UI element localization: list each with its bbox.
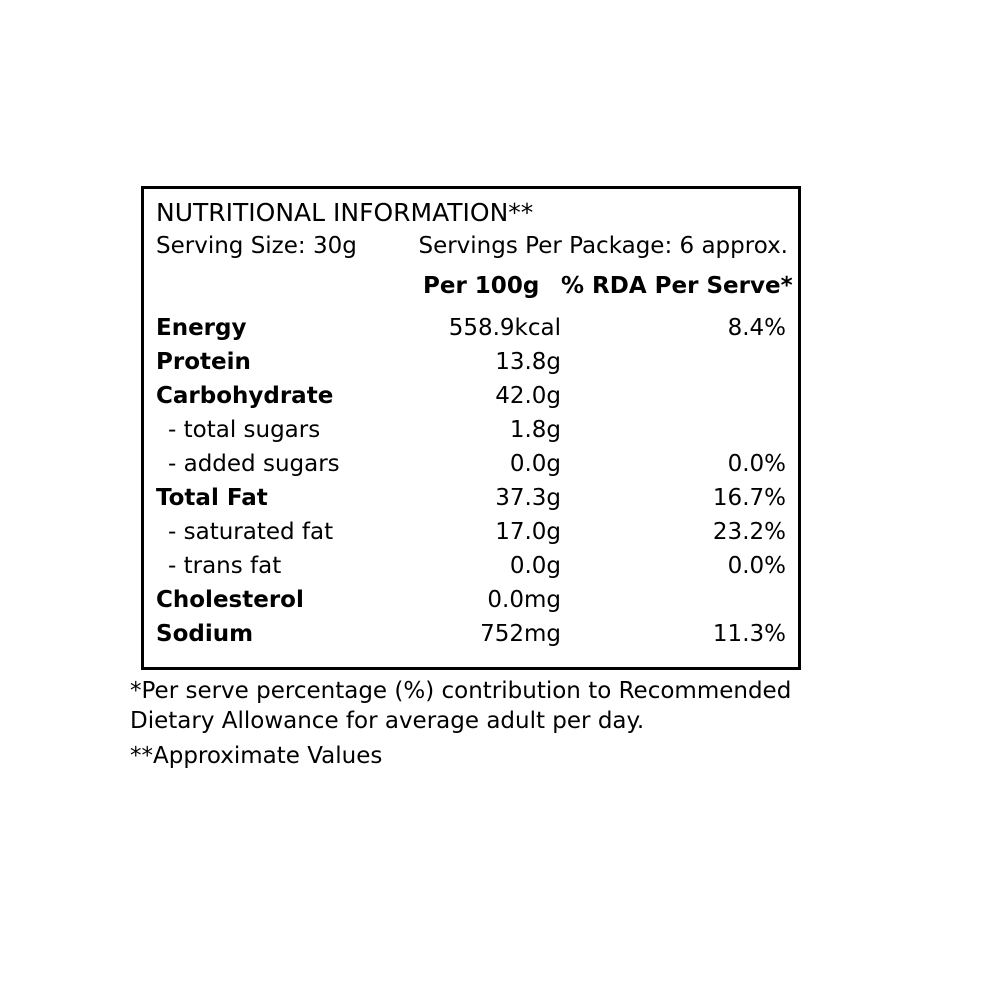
table-row [156, 617, 786, 651]
row-value-per-100g: 0.0g [509, 553, 561, 579]
row-label: - added sugars [168, 451, 340, 477]
row-value-per-100g: 0.0g [509, 451, 561, 477]
row-value-rda: 0.0% [727, 553, 786, 579]
table-row [156, 481, 786, 515]
row-value-per-100g: 1.8g [509, 417, 561, 443]
column-header-nutrient [156, 271, 423, 301]
table-row [156, 549, 786, 583]
row-label: - total sugars [168, 417, 321, 443]
table-row [156, 413, 786, 447]
panel-title: NUTRITIONAL INFORMATION** [156, 198, 534, 227]
column-header-per-100g: Per 100g [423, 273, 540, 299]
row-label: Energy [156, 315, 247, 341]
row-label: Total Fat [156, 485, 268, 511]
column-header-rda-per-serve: % RDA Per Serve* [561, 273, 793, 299]
nutrition-table [156, 311, 786, 651]
row-label: Cholesterol [156, 587, 304, 613]
column-headers [156, 271, 793, 301]
row-value-rda [561, 379, 786, 413]
row-value-per-100g: 17.0g [495, 519, 561, 545]
nutrition-information-panel [141, 186, 801, 670]
row-value-per-100g: 37.3g [495, 485, 561, 511]
row-label: Carbohydrate [156, 383, 334, 409]
servings-per-package-text: Servings Per Package: 6 approx. [418, 233, 788, 259]
row-value-per-100g: 0.0mg [487, 587, 561, 613]
row-value-rda: 8.4% [727, 315, 786, 341]
panel-inner [156, 197, 793, 651]
row-value-per-100g: 558.9kcal [448, 315, 561, 341]
row-value-per-100g: 42.0g [495, 383, 561, 409]
row-value-per-100g: 752mg [480, 621, 561, 647]
table-row [156, 345, 786, 379]
table-row [156, 379, 786, 413]
row-value-rda [561, 583, 786, 617]
table-row [156, 515, 786, 549]
serving-size-text: Serving Size: 30g [156, 233, 357, 259]
footnote-rda-line2: Dietary Allowance for average adult per day. [130, 708, 645, 734]
row-value-rda: 0.0% [727, 451, 786, 477]
row-label: Sodium [156, 621, 254, 647]
table-row [156, 447, 786, 481]
row-label: Protein [156, 349, 251, 375]
table-row [156, 583, 786, 617]
row-value-rda: 11.3% [712, 621, 786, 647]
table-row [156, 311, 786, 345]
row-label: - saturated fat [168, 519, 334, 545]
row-value-per-100g: 13.8g [495, 349, 561, 375]
row-value-rda [561, 345, 786, 379]
serving-info-row [156, 231, 788, 262]
row-label: - trans fat [168, 553, 282, 579]
footnote-approximate-values: **Approximate Values [130, 743, 383, 769]
footnote-rda-line1: *Per serve percentage (%) contribution to Recommended [130, 678, 792, 704]
footnotes [130, 676, 830, 771]
row-value-rda [561, 413, 786, 447]
row-value-rda: 16.7% [712, 485, 786, 511]
row-value-rda: 23.2% [712, 519, 786, 545]
